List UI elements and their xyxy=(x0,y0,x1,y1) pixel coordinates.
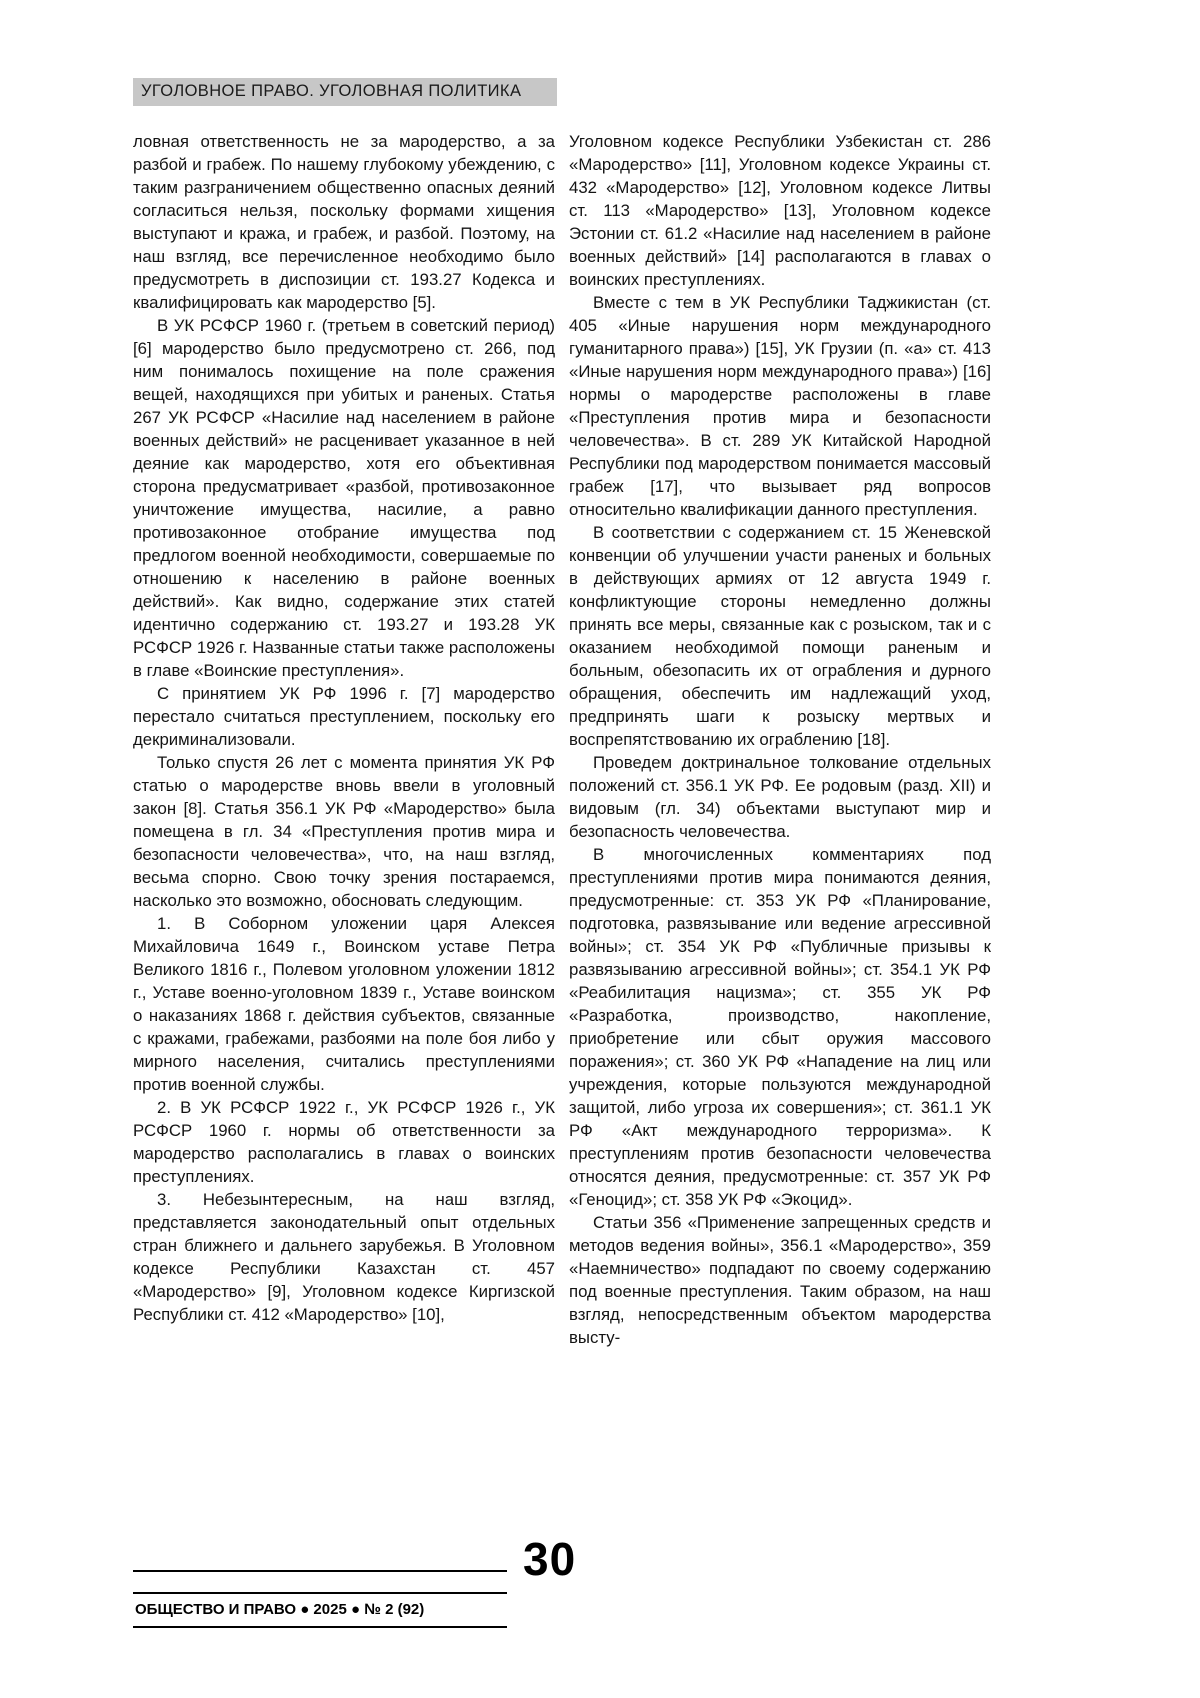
paragraph: В соответствии с содержанием ст. 15 Женевской конвенции об улучшении участи раненых и больных в действующих армиях от 12 августа 1949 г. конфликтующие стороны немедленно должны принять все меры, связанные как с розыском, так и с оказанием необходимой помощи раненым и больным, обезопасить их от ограбления и дурного обращения, обеспечить им надлежащий уход, предпринять шаги к розыску мертвых и воспрепятствованию их ограблению [18]. xyxy=(569,523,991,749)
paragraph: Только спустя 26 лет с момента принятия УК РФ статью о мародерстве вновь ввели в уголовный закон [8]. Статья 356.1 УК РФ «Мародерство» была помещена в гл. 34 «Преступления против мира и безопасности человечества», что, на наш взгляд, весьма спорно. Свою точку зрения постараемся, насколько это возможно, обосновать следующим. xyxy=(133,753,555,910)
section-title: УГОЛОВНОЕ ПРАВО. УГОЛОВНАЯ ПОЛИТИКА xyxy=(141,82,522,100)
paragraph: В УК РСФСР 1960 г. (третьем в советский период) [6] мародерство было предусмотрено ст. 266, под ним понималось похищение на поле сражения вещей, находящихся при убитых и раненых. Статья 267 УК РСФСР «Насилие над населением в районе военных действий» не расценивает указанное в ней деяние как мародерство, хотя его объективная сторона предусматривает «разбой, противозаконное уничтожение имущества, насилие, а равно противозаконное отобрание имущества под предлогом военной необходимости, совершаемые по отношению к населению в районе военных действий». Как видно, содержание этих статей идентично содержанию ст. 193.27 и 193.28 УК РСФСР 1926 г. Названные статьи также расположены в главе «Воинские преступления». xyxy=(133,316,555,680)
paragraph: Вместе с тем в УК Республики Таджикистан (ст. 405 «Иные нарушения норм международного гуманитарного права») [15], УК Грузии (п. «а» ст. 413 «Иные нарушения норм международного права») [16] нормы о мародерстве расположены в главе «Преступления против мира и безопасности человечества». В ст. 289 УК Китайской Народной Республики под мародерством понимается массовый грабеж [17], что вызывает ряд вопросов относительно квалификации данного преступления. xyxy=(569,293,991,519)
column-left xyxy=(133,130,555,1349)
paragraph: 2. В УК РСФСР 1922 г., УК РСФСР 1926 г., УК РСФСР 1960 г. нормы об ответственности за мародерство располагались в главах о воинских преступлениях. xyxy=(133,1098,555,1186)
page-number: 30 xyxy=(523,1533,577,1585)
journal-footer xyxy=(133,1592,507,1628)
paragraph: ловная ответственность не за мародерство, а за разбой и грабеж. По нашему глубокому убеждению, с таким разграничением общественно опасных деяний согласиться нельзя, поскольку формами хищения выступают и кража, и грабеж, и разбой. Поэтому, на наш взгляд, все перечисленное необходимо было предусмотреть в диспозиции ст. 193.27 Кодекса и квалифицировать как мародерство [5]. xyxy=(133,132,555,312)
footer-rule xyxy=(133,1570,507,1572)
paragraph: Уголовном кодексе Республики Узбекистан ст. 286 «Мародерство» [11], Уголовном кодексе Украины ст. 432 «Мародерство» [12], Уголовном кодексе Литвы ст. 113 «Мародерство» [13], Уголовном кодексе Эстонии ст. 61.2 «Насилие над населением в районе военных действий» [14] располагаются в главах о воинских преступлениях. xyxy=(569,132,991,289)
paragraph: Статьи 356 «Применение запрещенных средств и методов ведения войны», 356.1 «Мародерство», 359 «Наемничество» подпадают по своему содержанию под военные преступления. Таким образом, на наш взгляд, непосредственным объектом мародерства высту- xyxy=(569,1213,991,1347)
paragraph: 1. В Соборном уложении царя Алексея Михайловича 1649 г., Воинском уставе Петра Великого 1816 г., Полевом уголовном уложении 1812 г., Уставе военно-уголовном 1839 г., Уставе воинском о наказаниях 1868 г. действия субъектов, связанные с кражами, грабежами, разбоями на поле боя либо у мирного населения, считались преступлениями против военной службы. xyxy=(133,914,555,1094)
paragraph: 3. Небезынтересным, на наш взгляд, представляется законодательный опыт отдельных стран ближнего и дальнего зарубежья. В Уголовном кодексе Республики Казахстан ст. 457 «Мародерство» [9], Уголовном кодексе Киргизской Республики ст. 412 «Мародерство» [10], xyxy=(133,1190,555,1324)
paragraph: В многочисленных комментариях под преступлениями против мира понимаются деяния, предусмотренные: ст. 353 УК РФ «Планирование, подготовка, развязывание или ведение агрессивной войны»; ст. 354 УК РФ «Публичные призывы к развязыванию агрессивной войны»; ст. 354.1 УК РФ «Реабилитация нацизма»; ст. 355 УК РФ «Разработка, производство, накопление, приобретение или сбыт оружия массового поражения»; ст. 360 УК РФ «Нападение на лиц или учреждения, которые пользуются международной защитой, либо угроза их совершения»; ст. 361.1 УК РФ «Акт международного терроризма». К преступлениям против безопасности человечества относятся деяния, предусмотренные: ст. 357 УК РФ «Геноцид»; ст. 358 УК РФ «Экоцид». xyxy=(569,845,991,1209)
article-body xyxy=(133,130,991,1349)
journal-page xyxy=(133,78,991,1349)
section-header xyxy=(133,78,557,106)
journal-footer-text: ОБЩЕСТВО И ПРАВО ● 2025 ● № 2 (92) xyxy=(135,1601,425,1618)
paragraph: Проведем доктринальное толкование отдельных положений ст. 356.1 УК РФ. Ее родовым (разд. XII) и видовым (гл. 34) объектами выступают мир и безопасность человечества. xyxy=(569,753,991,841)
paragraph: С принятием УК РФ 1996 г. [7] мародерство перестало считаться преступлением, поскольку его декриминализовали. xyxy=(133,684,555,749)
column-right xyxy=(569,130,991,1349)
